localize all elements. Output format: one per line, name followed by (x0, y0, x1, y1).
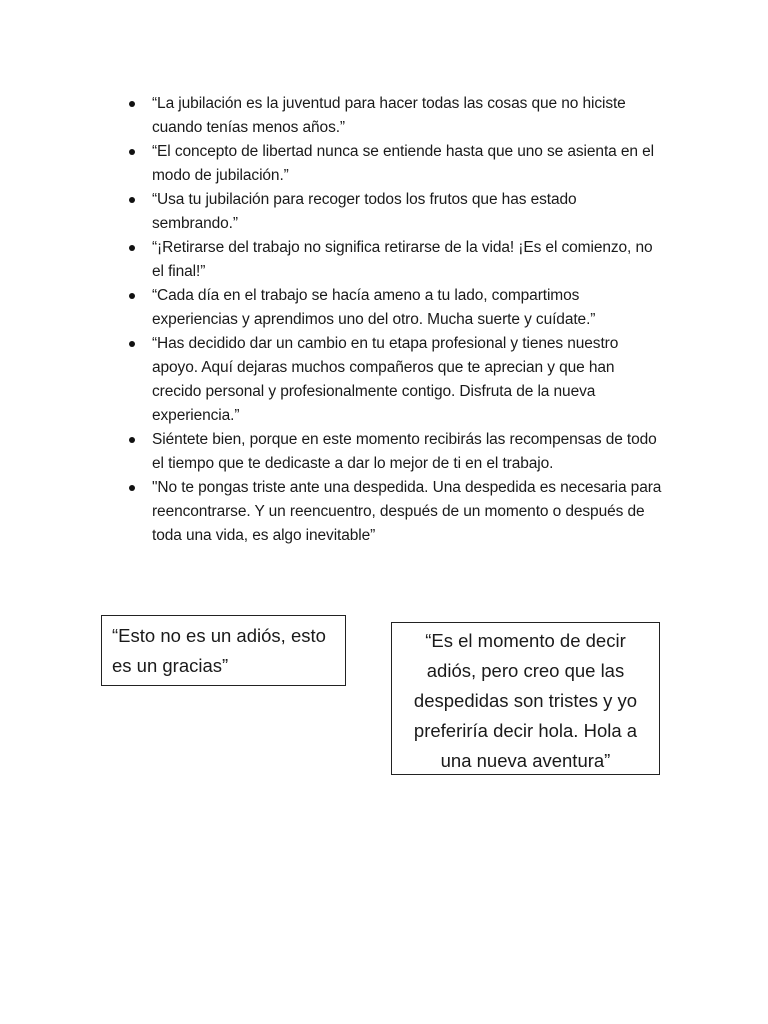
quote-text: “Cada día en el trabajo se hacía ameno a tu lado, compartimos experiencias y aprendimos uno del otro. Mucha suerte y cuídate.” (152, 287, 596, 328)
bullet-icon (129, 485, 135, 491)
quote-box-right-text: “Es el momento de decir adiós, pero creo que las despedidas son tristes y yo preferiría decir hola. Hola a una nueva aventura” (413, 630, 638, 771)
quote-text: "No te pongas triste ante una despedida. Una despedida es necesaria para reencontrarse. Y un reencuentro, después de un momento o después de toda una vida, es algo inevitable” (152, 479, 662, 544)
quote-box-left (101, 615, 346, 686)
quote-item (126, 140, 666, 188)
quote-text: “La jubilación es la juventud para hacer todas las cosas que no hiciste cuando tenías menos años.” (152, 95, 626, 136)
bullet-icon (129, 101, 135, 107)
quote-box-left-text: “Esto no es un adiós, esto es un gracias” (112, 625, 326, 676)
bullet-icon (129, 293, 135, 299)
quote-item (126, 188, 666, 236)
bullet-icon (129, 245, 135, 251)
bullet-icon (129, 197, 135, 203)
quote-item (126, 428, 666, 476)
quote-list (126, 92, 666, 548)
quote-item (126, 236, 666, 284)
quote-text: “Usa tu jubilación para recoger todos los frutos que has estado sembrando.” (152, 191, 577, 232)
quote-box-right (391, 622, 660, 775)
bullet-icon (129, 149, 135, 155)
bullet-icon (129, 437, 135, 443)
quote-text: “¡Retirarse del trabajo no significa retirarse de la vida! ¡Es el comienzo, no el final!” (152, 239, 653, 280)
bullet-icon (129, 341, 135, 347)
quote-item (126, 476, 666, 548)
quote-text: “El concepto de libertad nunca se entiende hasta que uno se asienta en el modo de jubilación.” (152, 143, 654, 184)
quote-text: “Has decidido dar un cambio en tu etapa profesional y tienes nuestro apoyo. Aquí dejaras muchos compañeros que te aprecian y que han crecido personal y profesionalmente contigo. Disfruta de la nueva experiencia.” (152, 335, 619, 424)
quote-text: Siéntete bien, porque en este momento recibirás las recompensas de todo el tiempo que te dedicaste a dar lo mejor de ti en el trabajo. (152, 431, 657, 472)
quote-item (126, 332, 666, 428)
quote-item (126, 92, 666, 140)
quote-item (126, 284, 666, 332)
